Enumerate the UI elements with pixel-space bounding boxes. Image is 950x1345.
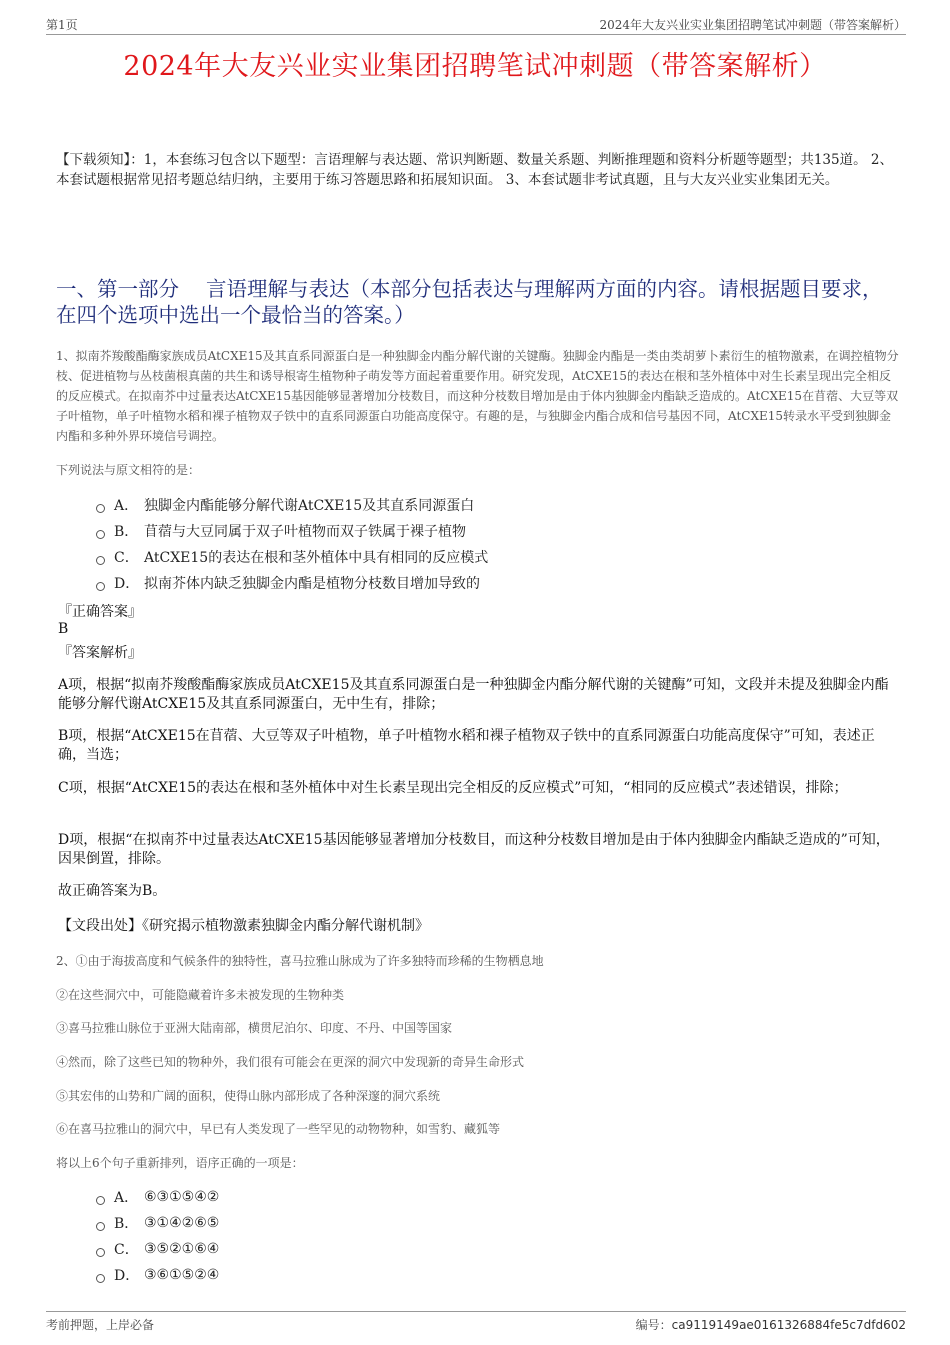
radio-icon[interactable]	[96, 556, 105, 565]
option-a[interactable]: A． ⑥③①⑤④②	[96, 1184, 896, 1210]
analysis-d: D项，根据“在拟南芥中过量表达AtCXE15基因能够显著增加分枝数目，而这种分枝数目增加是由于体内独脚金内酯缺乏造成的”可知，因果倒置，排除。	[58, 832, 890, 867]
page-header	[46, 14, 906, 35]
option-d[interactable]: D． ③⑥①⑤②④	[96, 1262, 896, 1288]
question-1-prompt: 下列说法与原文相符的是：	[56, 463, 201, 477]
analysis-c: C项，根据“AtCXE15的表达在根和茎外植体中对生长素呈现出完全相反的反应模式”可知，“相同的反应模式”表述错误，排除；	[58, 780, 848, 796]
radio-icon[interactable]	[96, 1248, 105, 1257]
download-notice: 【下载须知】：1，本套练习包含以下题型：言语理解与表达题、常识判断题、数量关系题、判断推理题和资料分析题等题型；共135道。 2、本套试题根据常见招考题总结归纳，主要用于练习答题思路和拓展知识面。 3、本套试题非考试真题，且与大友兴业实业集团无关。	[56, 152, 893, 188]
option-b[interactable]: B． ③①④②⑥⑤	[96, 1210, 896, 1236]
radio-icon[interactable]	[96, 582, 105, 591]
footer-slogan: 考前押题，上岸必备	[46, 1318, 155, 1332]
analysis-a: A项，根据“拟南芥羧酸酯酶家族成员AtCXE15及其直系同源蛋白是一种独脚金内酯分解代谢的关键酶”可知，文段并未提及独脚金内酯能够分解代谢AtCXE15及其直系同源蛋白，无中生有，排除；	[58, 677, 889, 712]
question-2-sentence: 2、①由于海拔高度和气候条件的独特性，喜马拉雅山脉成为了许多独特而珍稀的生物栖息地	[56, 954, 544, 968]
question-1-stem: 1、拟南芥羧酸酯酶家族成员AtCXE15及其直系同源蛋白是一种独脚金内酯分解代谢的关键酶。独脚金内酯是一类由类胡萝卜素衍生的植物激素，在调控植物分枝、促进植物与丛枝菌根真菌的共生和诱导根寄生植物种子萌发等方面起着重要作用。研究发现，AtCXE15的表达在根和茎外植体中对生长素呈现出完全相反的反应模式。在拟南芥中过量表达AtCXE15基因能够显著增加分枝数目，而这种分枝数目增加是由于体内独脚金内酯缺乏造成的。AtCXE15在苜蓿、大豆等双子叶植物，单子叶植物水稻和裸子植物双子铁中的直系同源蛋白功能高度保守。有趣的是，与独脚金内酯合成和信号基因不同，AtCXE15转录水平受到独脚金内酯和多种外界环境信号调控。	[56, 349, 899, 443]
source-citation: 【文段出处】《研究揭示植物激素独脚金内酯分解代谢机制》	[58, 918, 429, 934]
analysis-label: 『答案解析』	[58, 645, 142, 661]
question-2-sentence: ⑤其宏伟的山势和广阔的面积，使得山脉内部形成了各种深邃的洞穴系统	[56, 1089, 441, 1103]
question-2-sentence: ⑥在喜马拉雅山的洞穴中，早已有人类发现了一些罕见的动物物种，如雪豹、藏狐等	[56, 1122, 501, 1136]
page-number: 第1页	[46, 18, 78, 32]
question-2-sentence: ④然而，除了这些已知的物种外，我们很有可能会在更深的洞穴中发现新的奇异生命形式	[56, 1055, 525, 1069]
analysis-conclusion: 故正确答案为B。	[58, 883, 167, 899]
option-b[interactable]: B． 苜蓿与大豆同属于双子叶植物而双子铁属于裸子植物	[96, 518, 896, 544]
radio-icon[interactable]	[96, 530, 105, 539]
option-a[interactable]: A． 独脚金内酯能够分解代谢AtCXE15及其直系同源蛋白	[96, 492, 896, 518]
option-c[interactable]: C． AtCXE15的表达在根和茎外植体中具有相同的反应模式	[96, 544, 896, 570]
analysis-b: B项，根据“AtCXE15在苜蓿、大豆等双子叶植物，单子叶植物水稻和裸子植物双子铁中的直系同源蛋白功能高度保守”可知，表述正确，当选；	[58, 728, 875, 763]
option-d[interactable]: D． 拟南芥体内缺乏独脚金内酯是植物分枝数目增加导致的	[96, 570, 896, 596]
option-c[interactable]: C． ③⑤②①⑥④	[96, 1236, 896, 1262]
radio-icon[interactable]	[96, 1274, 105, 1283]
page-title: 2024年大友兴业实业集团招聘笔试冲刺题（带答案解析）	[123, 51, 827, 82]
question-1-options	[96, 492, 896, 596]
page-footer	[46, 1311, 906, 1340]
question-2-sentence: ③喜马拉雅山脉位于亚洲大陆南部，横贯尼泊尔、印度、不丹、中国等国家	[56, 1021, 453, 1035]
radio-icon[interactable]	[96, 1222, 105, 1231]
document-code: 编号：ca9119149ae0161326884fe5c7dfd602	[635, 1318, 906, 1332]
question-2-prompt: 将以上6个句子重新排列，语序正确的一项是：	[56, 1156, 304, 1170]
radio-icon[interactable]	[96, 1196, 105, 1205]
header-doc-title: 2024年大友兴业实业集团招聘笔试冲刺题（带答案解析）	[599, 18, 906, 32]
question-2-options	[96, 1184, 896, 1288]
radio-icon[interactable]	[96, 504, 105, 513]
section-heading: 一、第一部分 言语理解与表达（本部分包括表达与理解两方面的内容。请根据题目要求，在四个选项中选出一个最恰当的答案。）	[56, 277, 883, 327]
question-2-sentence: ②在这些洞穴中，可能隐藏着许多未被发现的生物种类	[56, 988, 345, 1002]
answer-value: B	[58, 621, 69, 637]
answer-label: 『正确答案』	[58, 604, 142, 620]
